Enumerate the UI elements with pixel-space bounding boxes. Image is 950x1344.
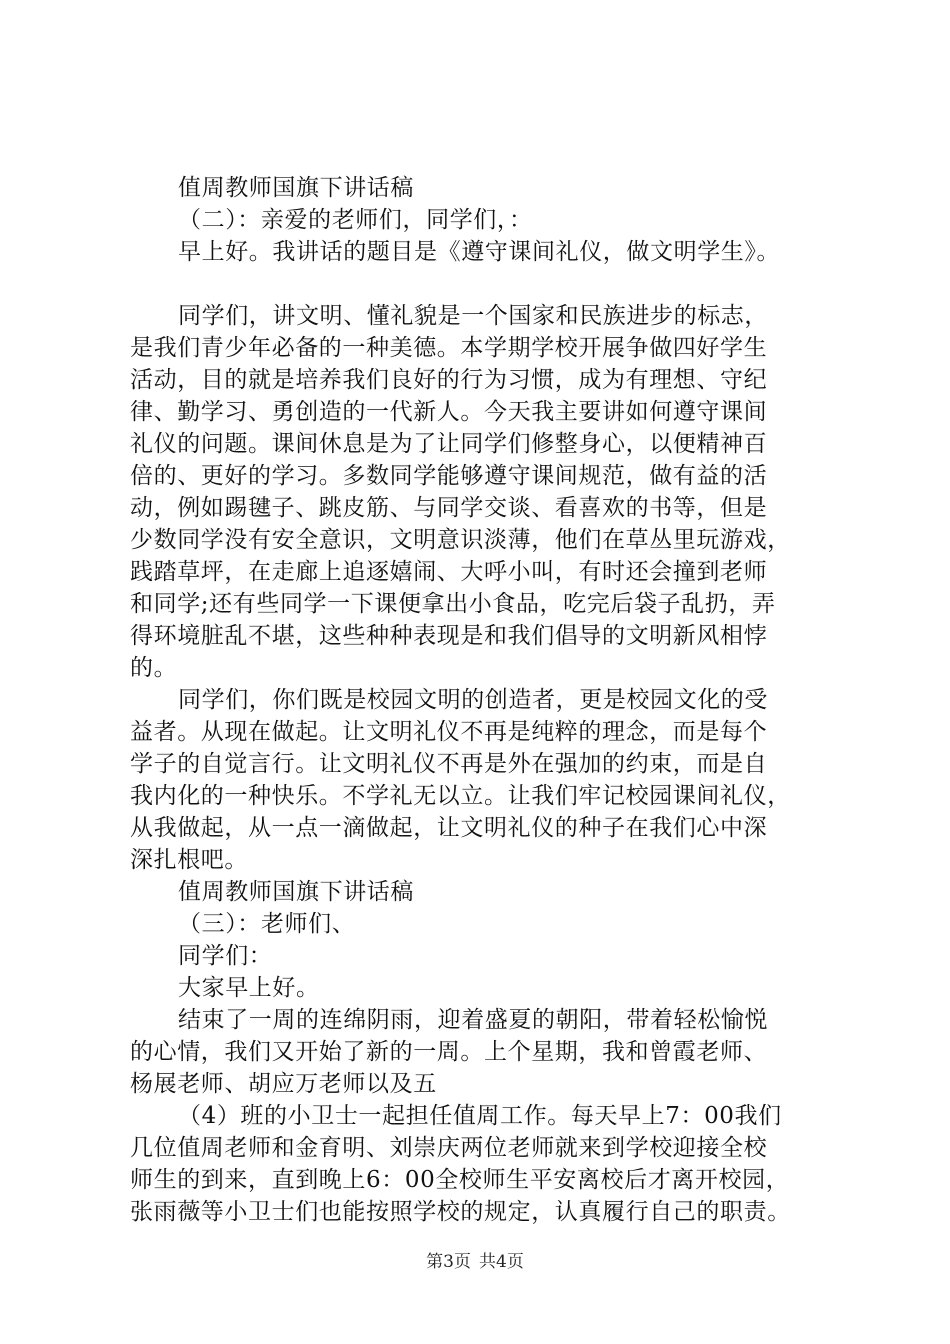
text-line: 得环境脏乱不堪，这些种种表现是和我们倡导的文明新风相悖 xyxy=(130,623,768,649)
text-line: 学子的自觉言行。让文明礼仪不再是外在强加的约束，而是自 xyxy=(130,751,768,777)
text-line: 和同学;还有些同学一下课便拿出小食品，吃完后袋子乱扔，弄 xyxy=(130,591,776,617)
page-total: 共4页 xyxy=(479,1252,524,1272)
text-line: 深扎根吧。 xyxy=(130,847,248,873)
text-line: 活动，目的就是培养我们良好的行为习惯，成为有理想、守纪 xyxy=(130,367,768,393)
text-line: 值周教师国旗下讲话稿 xyxy=(178,879,414,905)
text-line: 是我们青少年必备的一种美德。本学期学校开展争做四好学生 xyxy=(130,335,768,361)
text-line: （4）班的小卫士一起担任值周工作。每天早上7：00我们 xyxy=(178,1103,782,1129)
text-line: 倍的、更好的学习。多数同学能够遵守课间规范，做有益的活 xyxy=(130,463,768,489)
text-line: 张雨薇等小卫士们也能按照学校的规定，认真履行自己的职责。 xyxy=(130,1199,791,1225)
text-line: 同学们，你们既是校园文明的创造者，更是校园文化的受 xyxy=(178,687,768,713)
text-line: 大家早上好。 xyxy=(178,975,320,1001)
text-line: 早上好。我讲话的题目是《遵守课间礼仪，做文明学生》。 xyxy=(178,239,781,265)
text-line: 师生的到来，直到晚上6：00全校师生平安离校后才离开校园， xyxy=(130,1167,790,1193)
text-line: 礼仪的问题。课间休息是为了让同学们修整身心，以便精神百 xyxy=(130,431,768,457)
blank-line xyxy=(130,268,842,300)
text-line: （三）：老师们、 xyxy=(178,911,356,937)
text-line: 我内化的一种快乐。不学礼无以立。让我们牢记校园课间礼仪， xyxy=(130,783,791,809)
text-line: 律、勤学习、勇创造的一代新人。今天我主要讲如何遵守课间 xyxy=(130,399,768,425)
text-line: 从我做起，从一点一滴做起，让文明礼仪的种子在我们心中深 xyxy=(130,815,768,841)
text-line: 的心情，我们又开始了新的一周。上个星期，我和曾霞老师、 xyxy=(130,1039,768,1065)
text-line: 值周教师国旗下讲话稿 xyxy=(178,175,414,201)
text-line: 益者。从现在做起。让文明礼仪不再是纯粹的理念，而是每个 xyxy=(130,719,768,745)
document-body xyxy=(130,172,842,1228)
page-number: 第3页 xyxy=(426,1252,471,1272)
page-footer xyxy=(0,1247,950,1272)
text-line: 的。 xyxy=(130,655,178,681)
text-line: （二）：亲爱的老师们，同学们，： xyxy=(178,207,533,233)
text-line: 少数同学没有安全意识，文明意识淡薄，他们在草丛里玩游戏， xyxy=(130,527,791,553)
text-line: 动，例如踢毽子、跳皮筋、与同学交谈、看喜欢的书等，但是 xyxy=(130,495,768,521)
text-line: 几位值周老师和金育明、刘崇庆两位老师就来到学校迎接全校 xyxy=(130,1135,768,1161)
text-line: 践踏草坪，在走廊上追逐嬉闹、大呼小叫，有时还会撞到老师 xyxy=(130,559,768,585)
text-line: 结束了一周的连绵阴雨，迎着盛夏的朝阳，带着轻松愉悦 xyxy=(178,1007,768,1033)
text-line: 杨展老师、胡应万老师以及五 xyxy=(130,1071,437,1097)
text-line: 同学们，讲文明、懂礼貌是一个国家和民族进步的标志， xyxy=(178,303,768,329)
text-line: 同学们： xyxy=(178,943,273,969)
